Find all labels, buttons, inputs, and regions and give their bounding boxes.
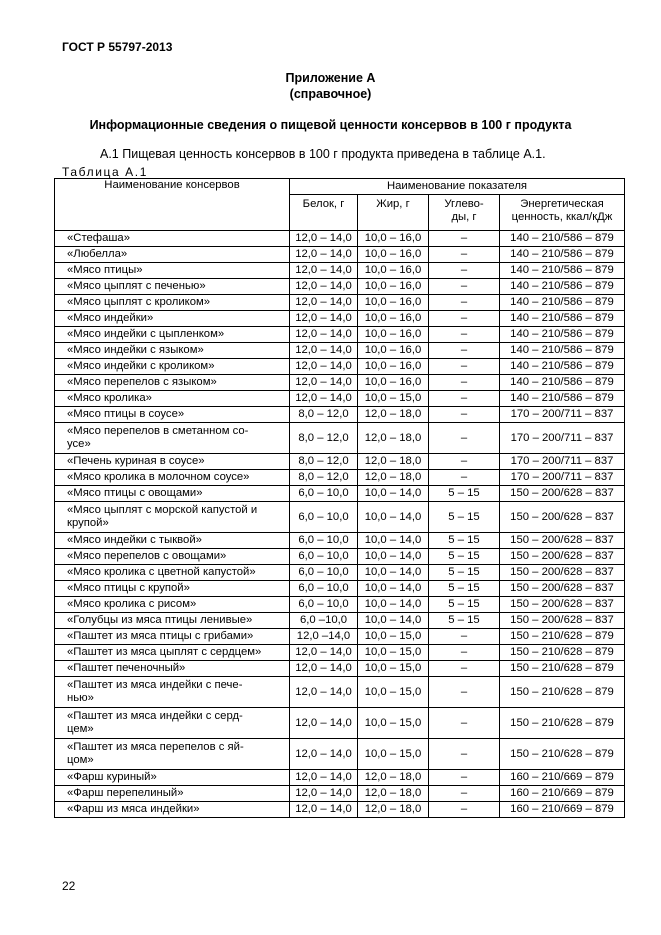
protein-cell: 12,0 – 14,0 [290, 708, 358, 739]
product-name: «Фарш из мяса индейки» [67, 803, 200, 815]
header-carbs-line1: Углево- [444, 198, 484, 210]
protein-cell: 6,0 – 10,0 [290, 581, 358, 597]
table-row [55, 231, 625, 247]
protein-cell: 6,0 – 10,0 [290, 502, 358, 533]
header-fat: Жир, г [358, 195, 429, 231]
energy-cell: 150 – 200/628 – 837 [500, 549, 625, 565]
product-name-cell [55, 533, 290, 549]
product-name: «Мясо кролика в молочном соусе» [67, 471, 250, 483]
product-name: «Паштет печеночный» [67, 662, 186, 674]
product-name-cell [55, 770, 290, 786]
table-row [55, 247, 625, 263]
energy-cell: 150 – 200/628 – 837 [500, 613, 625, 629]
fat-cell: 10,0 – 14,0 [358, 581, 429, 597]
fat-cell: 10,0 – 16,0 [358, 279, 429, 295]
energy-cell: 140 – 210/586 – 879 [500, 359, 625, 375]
page-number: 22 [62, 879, 76, 893]
energy-cell: 150 – 200/628 – 837 [500, 597, 625, 613]
product-name-cell [55, 470, 290, 486]
product-name: «Мясо перепелов с языком» [67, 376, 217, 388]
product-name-continued: усе» [67, 438, 91, 450]
appendix-type: (справочное) [289, 87, 372, 101]
energy-cell: 170 – 200/711 – 837 [500, 470, 625, 486]
fat-cell: 10,0 – 14,0 [358, 533, 429, 549]
fat-cell: 12,0 – 18,0 [358, 470, 429, 486]
product-name: «Паштет из мяса перепелов с яй- [67, 741, 244, 753]
product-name-cell [55, 502, 290, 533]
carbs-cell: 5 – 15 [429, 581, 500, 597]
fat-cell: 12,0 – 18,0 [358, 802, 429, 818]
fat-cell: 12,0 – 18,0 [358, 786, 429, 802]
product-name-continued: нью» [67, 692, 94, 704]
table-row [55, 565, 625, 581]
table-row [55, 327, 625, 343]
table-row [55, 423, 625, 454]
energy-cell: 150 – 210/628 – 879 [500, 739, 625, 770]
table-row [55, 770, 625, 786]
product-name: «Мясо перепелов в сметанном со- [67, 425, 249, 437]
fat-cell: 10,0 – 16,0 [358, 311, 429, 327]
energy-cell: 150 – 210/628 – 879 [500, 708, 625, 739]
energy-cell: 150 – 200/628 – 837 [500, 581, 625, 597]
energy-cell: 160 – 210/669 – 879 [500, 786, 625, 802]
carbs-cell: 5 – 15 [429, 565, 500, 581]
product-name: «Печень куриная в соусе» [67, 455, 205, 467]
fat-cell: 10,0 – 16,0 [358, 343, 429, 359]
product-name: «Мясо птицы с овощами» [67, 487, 203, 499]
product-name: «Фарш куриный» [67, 771, 157, 783]
fat-cell: 10,0 – 16,0 [358, 295, 429, 311]
product-name-cell [55, 613, 290, 629]
fat-cell: 10,0 – 15,0 [358, 708, 429, 739]
header-indicator-group: Наименование показателя [290, 179, 625, 195]
header-protein: Белок, г [290, 195, 358, 231]
carbs-cell: – [429, 470, 500, 486]
energy-cell: 160 – 210/669 – 879 [500, 802, 625, 818]
protein-cell: 12,0 – 14,0 [290, 661, 358, 677]
energy-cell: 140 – 210/586 – 879 [500, 375, 625, 391]
fat-cell: 12,0 – 18,0 [358, 770, 429, 786]
energy-cell: 150 – 210/628 – 879 [500, 629, 625, 645]
protein-cell: 12,0 – 14,0 [290, 802, 358, 818]
fat-cell: 10,0 – 16,0 [358, 375, 429, 391]
energy-cell: 150 – 200/628 – 837 [500, 565, 625, 581]
table-row [55, 533, 625, 549]
protein-cell: 6,0 – 10,0 [290, 597, 358, 613]
energy-cell: 140 – 210/586 – 879 [500, 311, 625, 327]
product-name: «Мясо индейки с цыпленком» [67, 328, 225, 340]
table-row [55, 263, 625, 279]
fat-cell: 10,0 – 14,0 [358, 486, 429, 502]
product-name: «Мясо индейки с языком» [67, 344, 204, 356]
table-row [55, 454, 625, 470]
carbs-cell: – [429, 343, 500, 359]
product-name-cell [55, 263, 290, 279]
carbs-cell: – [429, 263, 500, 279]
fat-cell: 10,0 – 14,0 [358, 565, 429, 581]
product-name: «Фарш перепелиный» [67, 787, 184, 799]
fat-cell: 12,0 – 18,0 [358, 407, 429, 423]
energy-cell: 150 – 200/628 – 837 [500, 533, 625, 549]
table-row [55, 629, 625, 645]
carbs-cell: – [429, 311, 500, 327]
fat-cell: 10,0 – 15,0 [358, 645, 429, 661]
nutrition-table [54, 178, 625, 818]
protein-cell: 8,0 – 12,0 [290, 423, 358, 454]
protein-cell: 6,0 – 10,0 [290, 486, 358, 502]
product-name: «Мясо птицы с крупой» [67, 582, 190, 594]
carbs-cell: – [429, 279, 500, 295]
fat-cell: 10,0 – 14,0 [358, 502, 429, 533]
fat-cell: 10,0 – 15,0 [358, 661, 429, 677]
protein-cell: 12,0 – 14,0 [290, 677, 358, 708]
header-energy [500, 195, 625, 231]
fat-cell: 10,0 – 15,0 [358, 391, 429, 407]
table-body [55, 231, 625, 818]
carbs-cell: 5 – 15 [429, 613, 500, 629]
product-name-cell [55, 311, 290, 327]
product-name-cell [55, 423, 290, 454]
table-row [55, 645, 625, 661]
energy-cell: 150 – 210/628 – 879 [500, 645, 625, 661]
carbs-cell: – [429, 786, 500, 802]
product-name: «Паштет из мяса индейки с серд- [67, 710, 243, 722]
energy-cell: 170 – 200/711 – 837 [500, 423, 625, 454]
energy-cell: 150 – 200/628 – 837 [500, 502, 625, 533]
carbs-cell: – [429, 407, 500, 423]
product-name-cell [55, 407, 290, 423]
carbs-cell: – [429, 677, 500, 708]
table-row [55, 802, 625, 818]
fat-cell: 12,0 – 18,0 [358, 423, 429, 454]
header-energy-line2: ценность, ккал/кДж [511, 211, 613, 223]
energy-cell: 160 – 210/669 – 879 [500, 770, 625, 786]
carbs-cell: 5 – 15 [429, 549, 500, 565]
product-name-cell [55, 708, 290, 739]
carbs-cell: – [429, 247, 500, 263]
product-name: «Мясо птицы в соусе» [67, 408, 185, 420]
energy-cell: 140 – 210/586 – 879 [500, 279, 625, 295]
appendix-title [0, 70, 661, 102]
table-row [55, 311, 625, 327]
protein-cell: 12,0 – 14,0 [290, 645, 358, 661]
protein-cell: 6,0 – 10,0 [290, 533, 358, 549]
carbs-cell: – [429, 454, 500, 470]
protein-cell: 12,0 – 14,0 [290, 343, 358, 359]
fat-cell: 10,0 – 16,0 [358, 231, 429, 247]
intro-paragraph: А.1 Пищевая ценность консервов в 100 г продукта приведена в таблице А.1. [100, 147, 546, 161]
protein-cell: 8,0 – 12,0 [290, 454, 358, 470]
protein-cell: 12,0 –14,0 [290, 629, 358, 645]
protein-cell: 12,0 – 14,0 [290, 263, 358, 279]
product-name-cell [55, 661, 290, 677]
product-name-continued: цем» [67, 723, 94, 735]
product-name-cell [55, 454, 290, 470]
product-name: «Мясо индейки» [67, 312, 154, 324]
table-row [55, 549, 625, 565]
table-row [55, 407, 625, 423]
table-row [55, 359, 625, 375]
product-name: «Паштет из мяса цыплят с сердцем» [67, 646, 262, 658]
energy-cell: 150 – 210/628 – 879 [500, 677, 625, 708]
energy-cell: 150 – 210/628 – 879 [500, 661, 625, 677]
product-name-cell [55, 597, 290, 613]
product-name-cell [55, 247, 290, 263]
product-name: «Стефаша» [67, 232, 130, 244]
table-header-row [55, 179, 625, 195]
carbs-cell: – [429, 391, 500, 407]
carbs-cell: – [429, 375, 500, 391]
carbs-cell: – [429, 359, 500, 375]
fat-cell: 10,0 – 16,0 [358, 247, 429, 263]
fat-cell: 10,0 – 16,0 [358, 263, 429, 279]
fat-cell: 10,0 – 15,0 [358, 629, 429, 645]
protein-cell: 6,0 – 10,0 [290, 565, 358, 581]
header-carbs [429, 195, 500, 231]
table-row [55, 343, 625, 359]
product-name-cell [55, 786, 290, 802]
fat-cell: 12,0 – 18,0 [358, 454, 429, 470]
product-name: «Мясо индейки с тыквой» [67, 534, 202, 546]
fat-cell: 10,0 – 15,0 [358, 677, 429, 708]
carbs-cell: – [429, 661, 500, 677]
energy-cell: 140 – 210/586 – 879 [500, 295, 625, 311]
product-name: «Мясо цыплят с морской капустой и [67, 504, 258, 516]
table-row [55, 486, 625, 502]
product-name: «Паштет из мяса птицы с грибами» [67, 630, 254, 642]
table-row [55, 295, 625, 311]
table-row [55, 502, 625, 533]
product-name-cell [55, 629, 290, 645]
energy-cell: 140 – 210/586 – 879 [500, 247, 625, 263]
table-row [55, 708, 625, 739]
energy-cell: 140 – 210/586 – 879 [500, 231, 625, 247]
product-name: «Мясо кролика с рисом» [67, 598, 197, 610]
product-name-cell [55, 391, 290, 407]
product-name-cell [55, 565, 290, 581]
protein-cell: 12,0 – 14,0 [290, 327, 358, 343]
product-name-cell [55, 677, 290, 708]
product-name: «Мясо цыплят с кроликом» [67, 296, 211, 308]
product-name: «Мясо кролика» [67, 392, 152, 404]
protein-cell: 6,0 – 10,0 [290, 549, 358, 565]
table-row [55, 739, 625, 770]
protein-cell: 12,0 – 14,0 [290, 311, 358, 327]
energy-cell: 140 – 210/586 – 879 [500, 327, 625, 343]
energy-cell: 170 – 200/711 – 837 [500, 454, 625, 470]
product-name-continued: крупой» [67, 517, 109, 529]
product-name-cell [55, 343, 290, 359]
product-name: «Паштет из мяса индейки с пече- [67, 679, 243, 691]
product-name-cell [55, 279, 290, 295]
protein-cell: 8,0 – 12,0 [290, 470, 358, 486]
product-name-cell [55, 295, 290, 311]
section-heading: Информационные сведения о пищевой ценности консервов в 100 г продукта [89, 118, 572, 132]
carbs-cell: – [429, 708, 500, 739]
carbs-cell: – [429, 327, 500, 343]
energy-cell: 150 – 200/628 – 837 [500, 486, 625, 502]
fat-cell: 10,0 – 14,0 [358, 597, 429, 613]
protein-cell: 12,0 – 14,0 [290, 295, 358, 311]
carbs-cell: – [429, 629, 500, 645]
energy-cell: 140 – 210/586 – 879 [500, 263, 625, 279]
table-row [55, 677, 625, 708]
table-row [55, 375, 625, 391]
carbs-cell: – [429, 423, 500, 454]
product-name-continued: цом» [67, 754, 94, 766]
carbs-cell: – [429, 802, 500, 818]
appendix-label: Приложение А [285, 71, 376, 85]
product-name-cell [55, 739, 290, 770]
product-name-cell [55, 581, 290, 597]
fat-cell: 10,0 – 14,0 [358, 549, 429, 565]
table-row [55, 581, 625, 597]
protein-cell: 12,0 – 14,0 [290, 279, 358, 295]
carbs-cell: 5 – 15 [429, 502, 500, 533]
product-name: «Мясо кролика с цветной капустой» [67, 566, 256, 578]
product-name-cell [55, 327, 290, 343]
carbs-cell: 5 – 15 [429, 486, 500, 502]
carbs-cell: – [429, 739, 500, 770]
fat-cell: 10,0 – 16,0 [358, 327, 429, 343]
product-name-cell [55, 375, 290, 391]
protein-cell: 12,0 – 14,0 [290, 247, 358, 263]
product-name: «Мясо птицы» [67, 264, 143, 276]
carbs-cell: – [429, 231, 500, 247]
table-row [55, 661, 625, 677]
product-name-cell [55, 359, 290, 375]
table-row [55, 470, 625, 486]
product-name-cell [55, 231, 290, 247]
carbs-cell: 5 – 15 [429, 597, 500, 613]
product-name: «Голубцы из мяса птицы ленивые» [67, 614, 253, 626]
product-name-cell [55, 645, 290, 661]
header-carbs-line2: ды, г [451, 211, 477, 223]
carbs-cell: – [429, 295, 500, 311]
table-row [55, 279, 625, 295]
product-name: «Мясо индейки с кроликом» [67, 360, 215, 372]
carbs-cell: – [429, 645, 500, 661]
protein-cell: 12,0 – 14,0 [290, 391, 358, 407]
energy-cell: 140 – 210/586 – 879 [500, 391, 625, 407]
product-name: «Мясо перепелов с овощами» [67, 550, 227, 562]
carbs-cell: – [429, 770, 500, 786]
header-energy-line1: Энергетическая [520, 198, 604, 210]
table-row [55, 597, 625, 613]
protein-cell: 12,0 – 14,0 [290, 786, 358, 802]
protein-cell: 12,0 – 14,0 [290, 739, 358, 770]
header-product-name: Наименование консервов [55, 179, 290, 231]
protein-cell: 6,0 –10,0 [290, 613, 358, 629]
table-row [55, 613, 625, 629]
fat-cell: 10,0 – 15,0 [358, 739, 429, 770]
protein-cell: 12,0 – 14,0 [290, 375, 358, 391]
energy-cell: 170 – 200/711 – 837 [500, 407, 625, 423]
table-row [55, 391, 625, 407]
product-name-cell [55, 802, 290, 818]
table-row [55, 786, 625, 802]
carbs-cell: 5 – 15 [429, 533, 500, 549]
fat-cell: 10,0 – 14,0 [358, 613, 429, 629]
fat-cell: 10,0 – 16,0 [358, 359, 429, 375]
standard-designation: ГОСТ Р 55797-2013 [62, 40, 173, 54]
protein-cell: 12,0 – 14,0 [290, 359, 358, 375]
protein-cell: 12,0 – 14,0 [290, 770, 358, 786]
product-name: «Любелла» [67, 248, 128, 260]
protein-cell: 8,0 – 12,0 [290, 407, 358, 423]
product-name-cell [55, 486, 290, 502]
energy-cell: 140 – 210/586 – 879 [500, 343, 625, 359]
table-caption: Таблица А.1 [62, 165, 148, 179]
product-name: «Мясо цыплят с печенью» [67, 280, 206, 292]
protein-cell: 12,0 – 14,0 [290, 231, 358, 247]
product-name-cell [55, 549, 290, 565]
